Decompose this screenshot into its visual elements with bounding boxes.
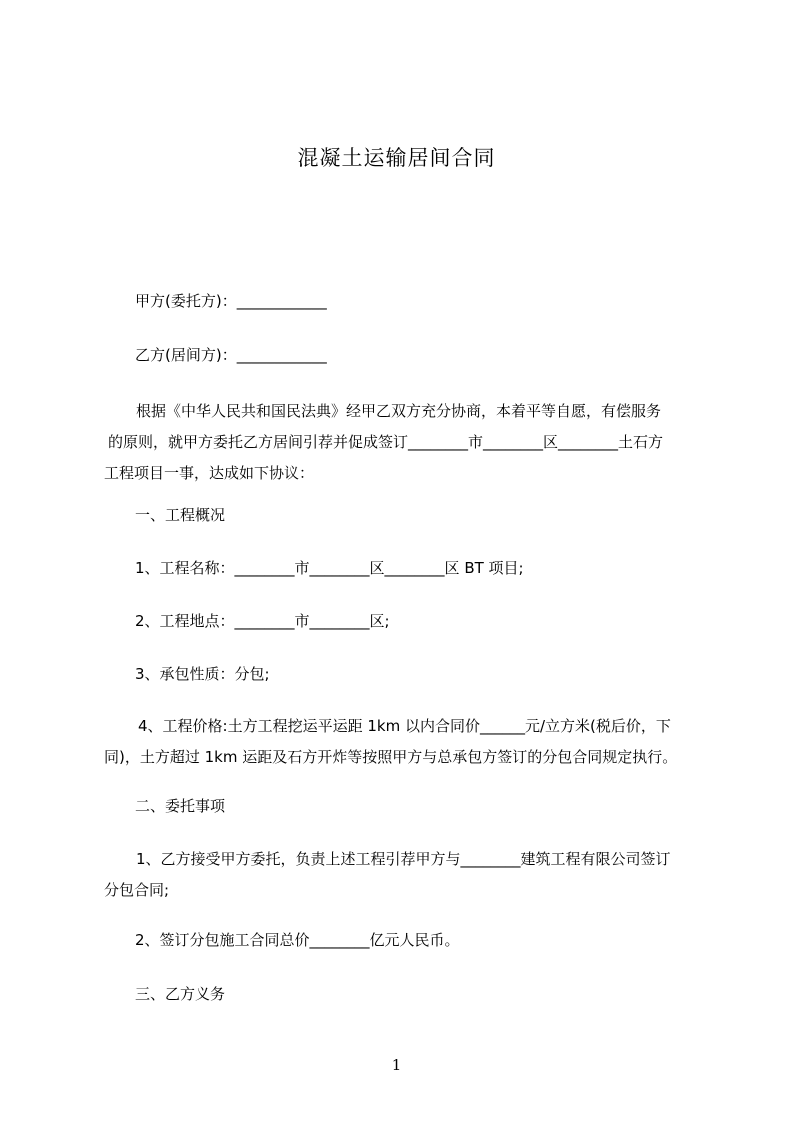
party-b-line: 乙方(居间方)：____________ — [135, 346, 327, 364]
item-1-3: 3、承包性质：分包; — [135, 665, 270, 683]
item-2-1-line: 分包合同; — [104, 881, 170, 899]
preamble-line: 根据《中华人民共和国民法典》经甲乙双方充分协商，本着平等自愿，有偿服务 — [136, 402, 662, 420]
item-1-4-paragraph — [104, 711, 714, 773]
item-2-1-paragraph — [104, 844, 714, 906]
item-1-2: 2、工程地点：________市________区; — [135, 612, 390, 630]
party-a-line: 甲方(委托方)：____________ — [135, 292, 327, 310]
section-1-heading: 一、工程概况 — [135, 506, 226, 524]
item-2-1-line: 1、乙方接受甲方委托，负责上述工程引荐甲方与________建筑工程有限公司签订 — [136, 850, 671, 868]
item-2-2: 2、签订分包施工合同总价________亿元人民币。 — [135, 931, 460, 949]
section-3-heading: 三、乙方义务 — [135, 985, 226, 1003]
preamble-paragraph — [104, 396, 714, 489]
preamble-line: 的原则，就甲方委托乙方居间引荐并促成签订________市________区________土石方 — [108, 433, 664, 451]
item-1-1: 1、工程名称：________市________区________区 BT 项目; — [135, 559, 524, 577]
document-title: 混凝土运输居间合同 — [297, 146, 496, 170]
item-1-4-line: 4、工程价格:土方工程挖运平运距 1km 以内合同价______元/立方米(税后价，下 — [138, 717, 671, 735]
item-1-4-line: 同)，土方超过 1km 运距及石方开炸等按照甲方与总承包方签订的分包合同规定执行。 — [104, 748, 678, 766]
section-2-heading: 二、委托事项 — [135, 797, 226, 815]
page-number: 1 — [391, 1056, 402, 1074]
preamble-line: 工程项目一事，达成如下协议： — [104, 464, 315, 482]
